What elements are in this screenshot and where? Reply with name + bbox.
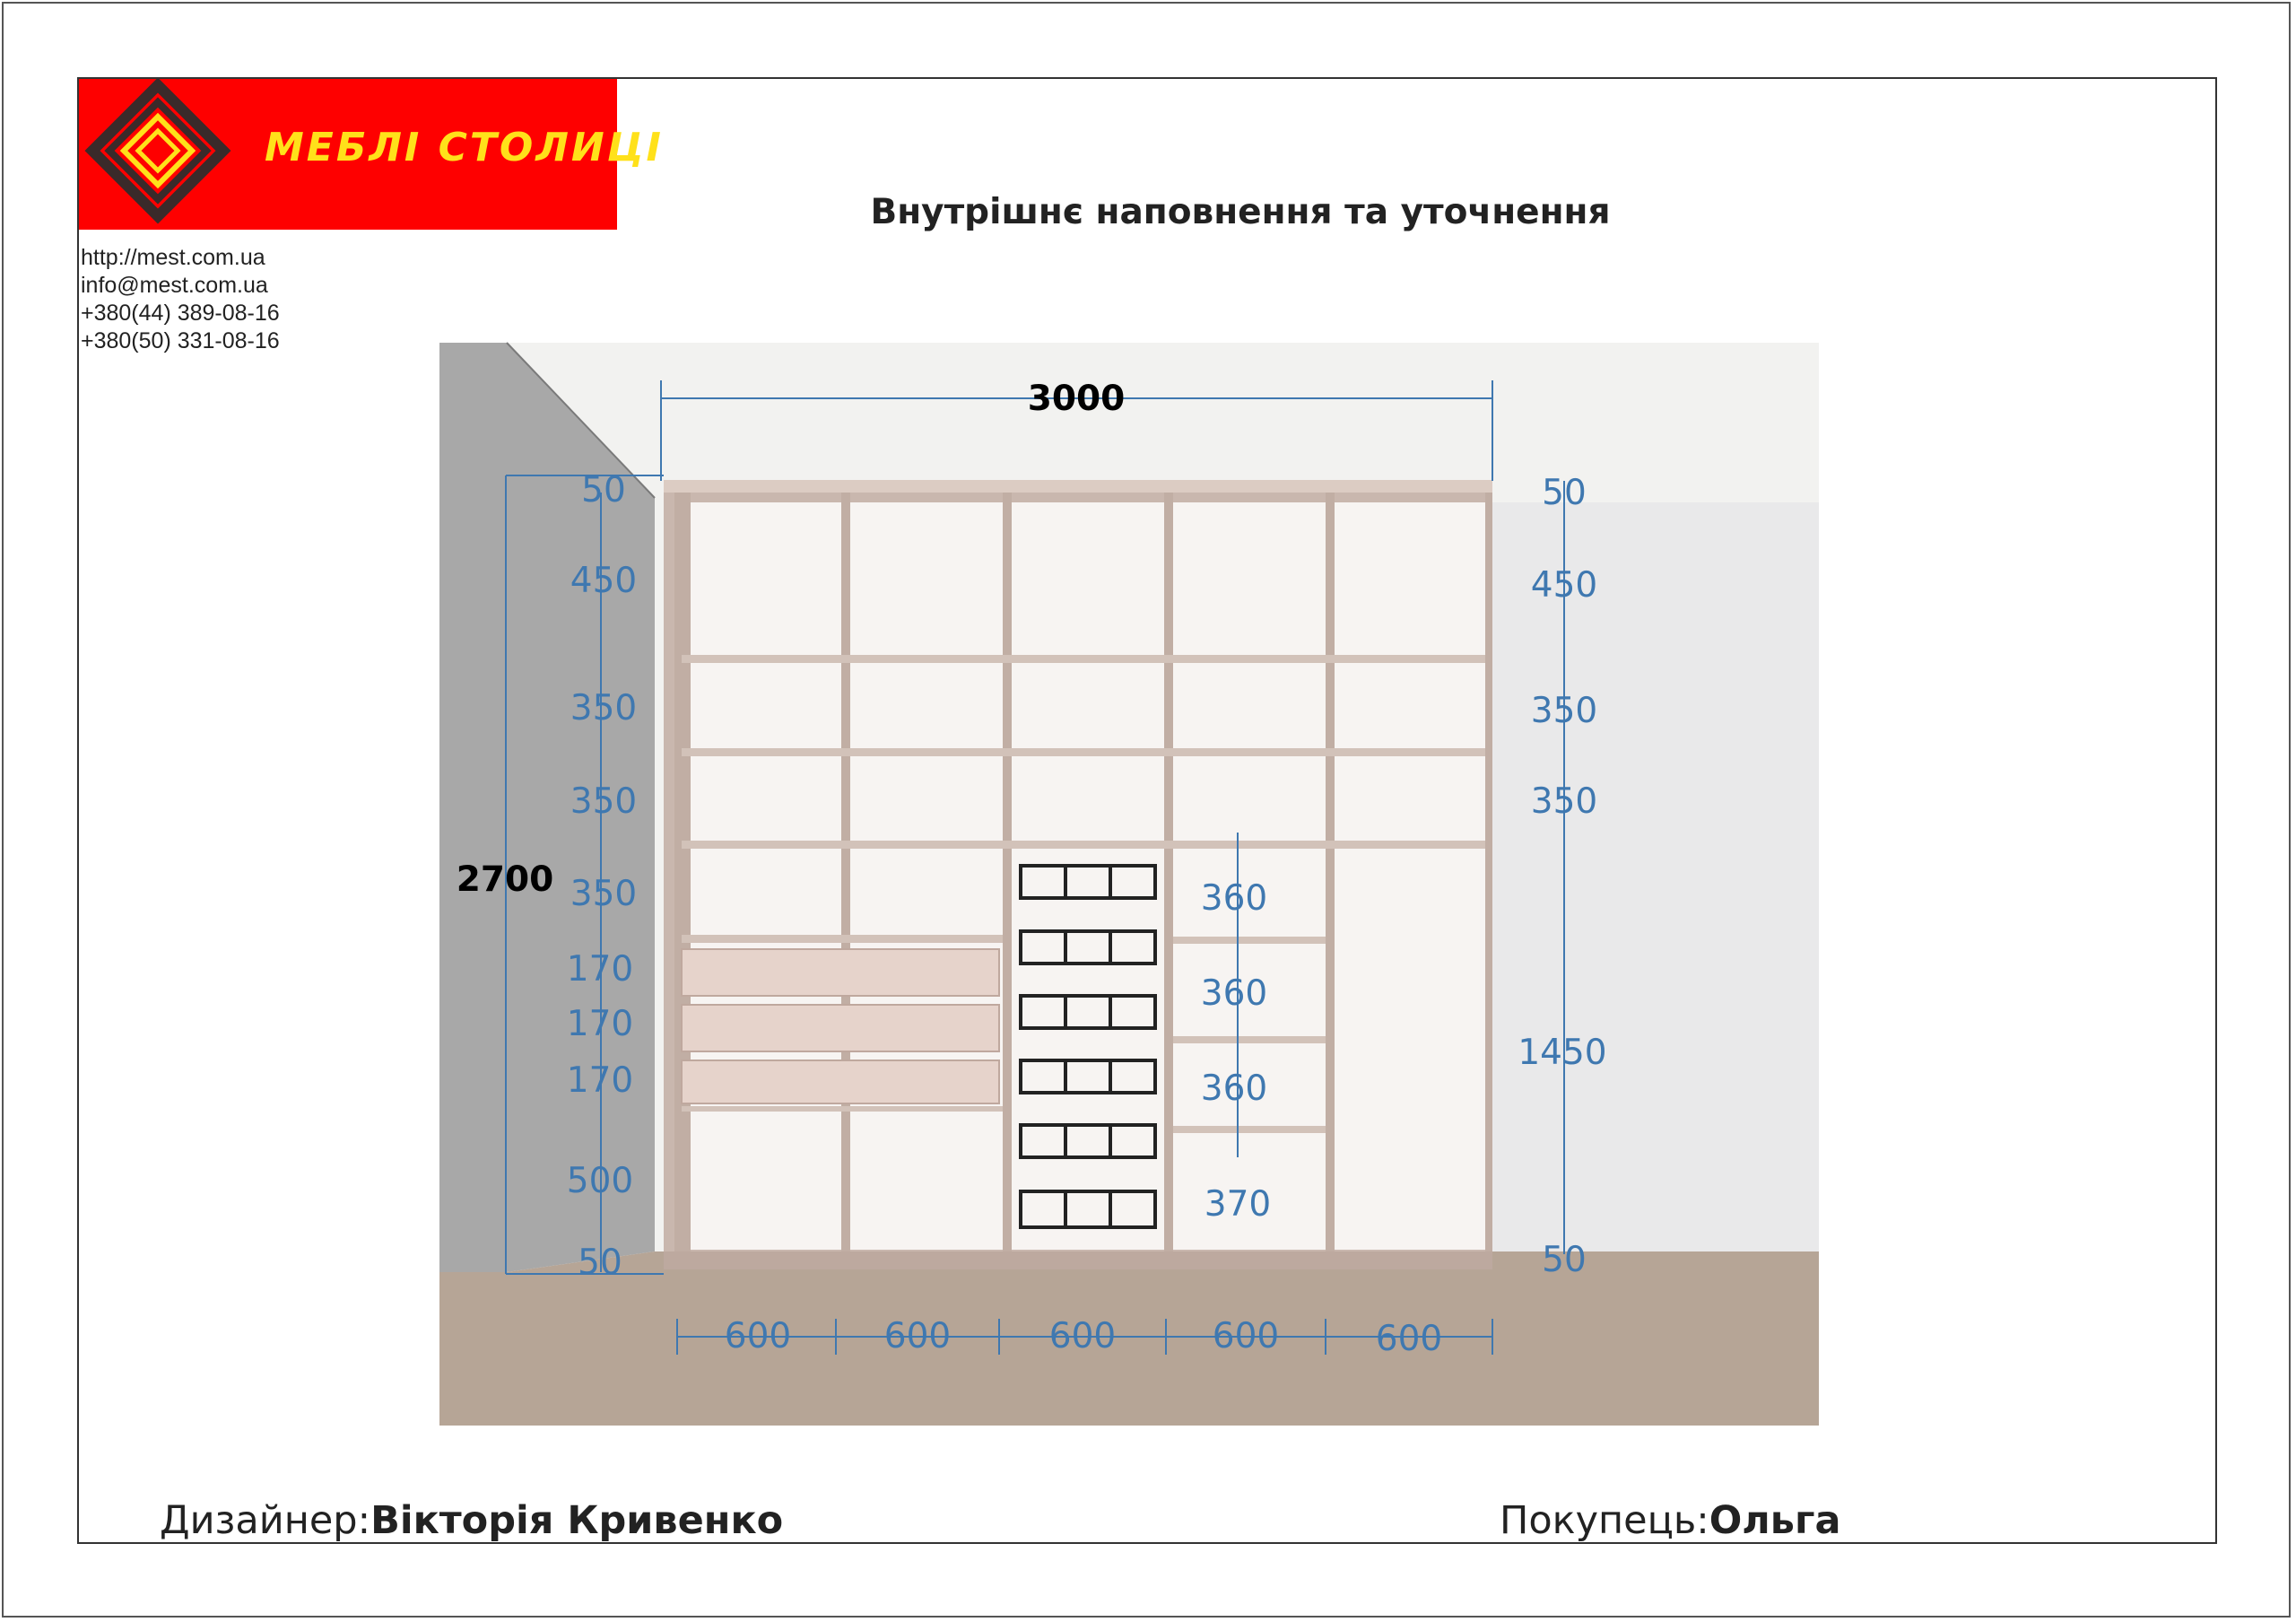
left-height-label: 350 (570, 874, 638, 914)
overall-width-label: 3000 (1027, 379, 1126, 419)
left-height-label: 170 (566, 1060, 634, 1101)
section-width-label: 600 (724, 1316, 792, 1356)
left-height-label: 50 (581, 470, 626, 510)
left-height-label: 500 (566, 1161, 634, 1201)
right-height-label: 50 (1542, 473, 1587, 513)
left-height-label: 50 (578, 1243, 622, 1283)
contact-website[interactable]: http://mest.com.ua (81, 245, 265, 270)
section-width-label: 600 (1048, 1316, 1117, 1356)
contact-phone-1: +380(44) 389-08-16 (81, 301, 280, 326)
wardrobe (664, 480, 1492, 1269)
right-height-label: 50 (1542, 1240, 1587, 1280)
right-height-label: 350 (1530, 781, 1598, 822)
left-height-label: 350 (570, 781, 638, 822)
brand-name: МЕБЛІ СТОЛИЦІ (265, 125, 664, 170)
floor (439, 1251, 1819, 1426)
overall-height-label: 2700 (456, 859, 554, 900)
customer-credit (1500, 1498, 1840, 1543)
designer-label: Дизайнер: (160, 1498, 371, 1543)
contact-email[interactable]: info@mest.com.ua (81, 273, 268, 298)
customer-label: Покупець: (1500, 1498, 1709, 1543)
left-height-label: 450 (570, 561, 638, 601)
plinth (664, 1251, 1492, 1269)
sheet-title: Внутрішнє наповнення та уточнення (870, 192, 1611, 232)
section4-height-label: 360 (1200, 878, 1268, 919)
left-height-label: 170 (566, 1004, 634, 1044)
right-height-label: 350 (1530, 691, 1598, 731)
top-panel (664, 480, 1492, 493)
right-height-label: 450 (1530, 565, 1598, 606)
section-width-label: 600 (1212, 1316, 1280, 1356)
right-wall-panel (1489, 502, 1819, 1251)
right-height-label: 1450 (1518, 1033, 1607, 1073)
section-width-label: 600 (1375, 1319, 1443, 1359)
designer-credit (160, 1498, 783, 1543)
section4-height-label: 360 (1200, 973, 1268, 1014)
contact-phone-2: +380(50) 331-08-16 (81, 328, 280, 353)
left-height-label: 350 (570, 688, 638, 728)
customer-name: Ольга (1709, 1498, 1841, 1543)
left-height-label: 170 (566, 949, 634, 990)
section-width-label: 600 (883, 1316, 952, 1356)
designer-name: Вікторія Кривенко (370, 1498, 784, 1543)
section4-height-label: 360 (1200, 1068, 1268, 1109)
section4-height-label: 370 (1204, 1184, 1272, 1225)
